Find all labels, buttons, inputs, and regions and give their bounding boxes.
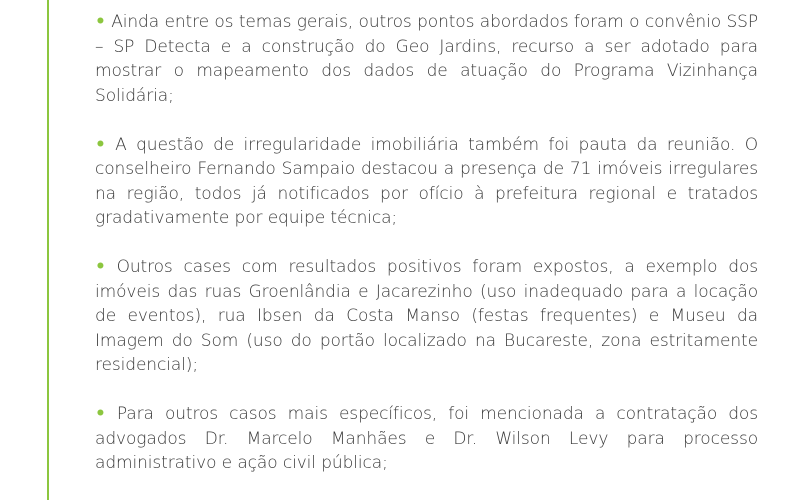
bullet-item-text: A questão de irregularidade imobiliária também foi pauta da reunião. O conselheiro Fernando Sampaio destacou a presença de 71 imóveis irregulares na região, todos já notificados por ofício à prefeitura regional e tratados gradativamente por equipe técnica;	[95, 134, 758, 228]
bullet-item-text: Outros cases com resultados positivos foram expostos, a exemplo dos imóveis das ruas Groenlândia e Jacarezinho (uso inadequado para a locação de eventos), rua Ibsen da Costa Manso (festas frequentes) e Museu da Imagem do Som (uso do portão localizado na Bucareste, zona estritamente residencial);	[95, 257, 758, 375]
bullet-icon: •	[95, 257, 106, 277]
bullet-item-convenio	[95, 10, 758, 108]
bullet-item-irregularidade	[95, 133, 758, 231]
bullet-item-text: Para outros casos mais específicos, foi mencionada a contratação dos advogados Dr. Marcelo Manhães e Dr. Wilson Levy para processo administrativo e ação civil pública;	[95, 404, 758, 473]
bullet-icon: •	[95, 134, 106, 155]
bullet-icon: •	[95, 404, 106, 424]
bullet-item-advogados	[95, 402, 758, 476]
bullet-icon: •	[95, 12, 106, 32]
bullet-item-cases	[95, 255, 758, 378]
bullet-list	[95, 10, 758, 500]
bullet-item-text: Ainda entre os temas gerais, outros pontos abordados foram o convênio SSP – SP Detecta e a construção do Geo Jardins, recurso a ser adotado para mostrar o mapeamento dos dados de atuação do Programa Vizinhança Solidária;	[95, 12, 758, 106]
left-accent-rule	[47, 0, 49, 500]
